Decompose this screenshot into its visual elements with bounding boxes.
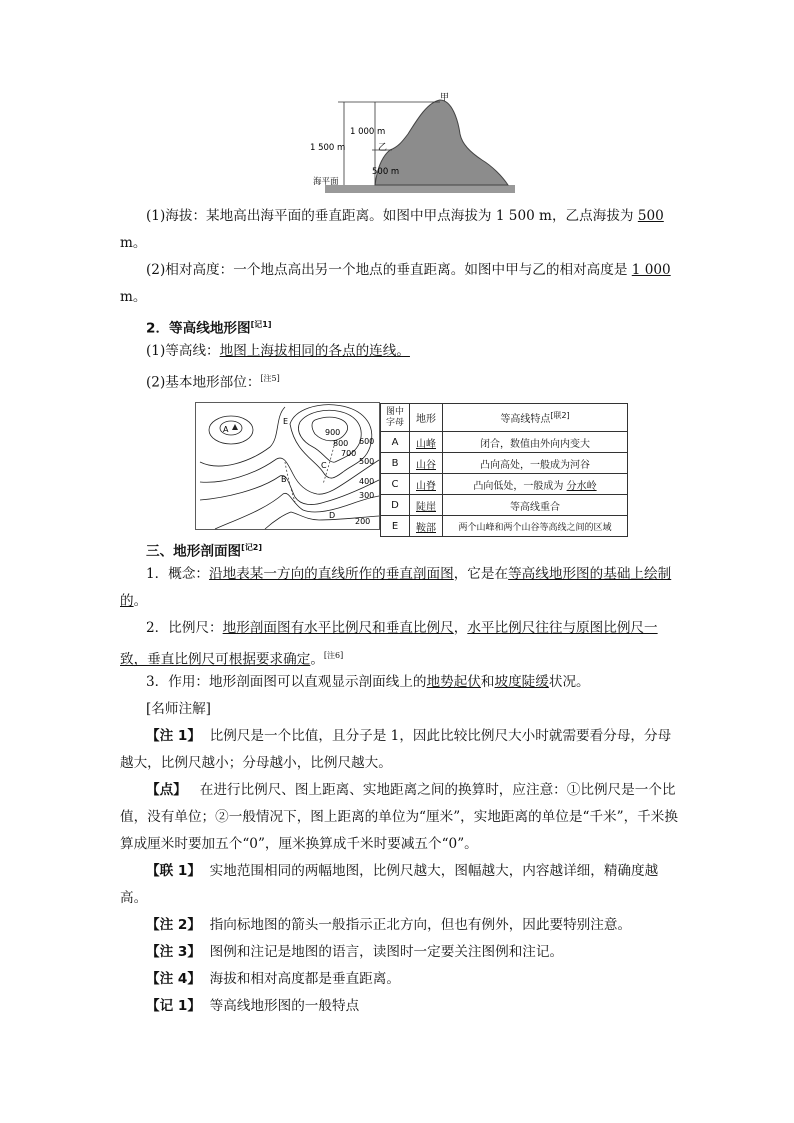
label-700: 700	[341, 449, 357, 458]
memo-1-label: 【记 1】	[146, 998, 201, 1014]
profile-concept	[120, 561, 680, 615]
profile-heading-tag: [记2]	[241, 543, 263, 552]
peak-triangle-icon	[232, 424, 238, 430]
header-feature	[443, 404, 628, 432]
note-3-label: 【注 3】	[146, 944, 201, 960]
label-E: E	[283, 417, 289, 426]
header-letter: 图中字母	[381, 404, 410, 432]
row-terrain: 山谷	[410, 453, 443, 474]
concept-label: 1．概念：	[146, 566, 210, 582]
row-terrain: 鞍部	[410, 516, 443, 537]
row-letter: B	[381, 453, 410, 474]
row-feature: 凸向高处，一般成为河谷	[443, 453, 628, 474]
note-1-text: 比例尺是一个比值，且分子是 1，因此比较比例尺大小时就需要看分母，分母越大，比例尺越小；分母越小，比例尺越大。	[120, 728, 672, 771]
note-point-text: 在进行比例尺、图上距离、实地距离之间的换算时，应注意：①比例尺是一个比值，没有单位；②一般情况下，图上距离的单位为“厘米”，实地距离的单位是“千米”，千米换算成厘米时要加五个“0”，厘米换算成千米时要减五个“0”。	[120, 782, 678, 852]
concept-text-a: 沿地表某一方向的直线所作的垂直剖面图	[209, 566, 454, 582]
terrain-table	[380, 403, 628, 537]
note-1	[120, 723, 680, 777]
note-4-label: 【注 4】	[146, 971, 201, 987]
function-answer-b: 坡度陡缓	[494, 674, 549, 690]
label-D: D	[329, 511, 336, 520]
label-B: B	[281, 475, 287, 484]
contour-definition	[120, 338, 680, 365]
table-row	[381, 495, 628, 516]
row-feature: 闭合，数值由外向内变大	[443, 432, 628, 453]
peak-label: 甲	[440, 93, 450, 103]
function-text-a: 地形剖面图可以直观显示剖面线上的	[209, 674, 427, 690]
peak-altitude-label: 1 500 m	[310, 143, 346, 153]
row-terrain: 山脊	[410, 474, 443, 495]
note-link-1	[120, 858, 680, 912]
profile-function	[120, 669, 680, 696]
row-letter: A	[381, 432, 410, 453]
label-A: A	[223, 425, 229, 434]
row-feature-text: 凸向低处，一般成为	[473, 480, 567, 492]
contour-heading-tag: [记1]	[250, 320, 272, 329]
terrain-parts-tag: [注5]	[260, 374, 280, 383]
function-text-b: 和	[480, 674, 495, 690]
point-altitude-label: 500 m	[372, 167, 400, 177]
row-feature: 两个山峰和两个山谷等高线之间的区域	[443, 516, 628, 537]
note-4	[120, 966, 680, 993]
function-answer-a: 地势起伏	[426, 674, 481, 690]
point-label: 乙	[378, 143, 388, 153]
note-1-label: 【注 1】	[146, 728, 201, 744]
notes-title: [名师注解]	[146, 701, 211, 717]
row-terrain: 陡崖	[410, 495, 443, 516]
function-text-end: 状况。	[548, 674, 590, 690]
concept-text-c: 等高线地形图的基础上绘制的	[120, 566, 672, 609]
scale-text-c: 水平比例尺往往与原图比例尺一致，垂直比例尺可根据要求确定	[120, 620, 658, 668]
label-400: 400	[359, 477, 375, 486]
profile-heading-text: 三、地形剖面图	[146, 543, 242, 560]
ground-bar	[325, 185, 515, 193]
row-feature	[443, 474, 628, 495]
altitude-answer: 500	[637, 208, 664, 224]
terrain-table-header	[381, 404, 628, 432]
contour-definition-text: 地图上海拔相同的各点的连线。	[219, 343, 410, 359]
table-row	[381, 474, 628, 495]
function-label: 3．作用：	[146, 674, 210, 690]
row-feature-answer: 分水岭	[566, 480, 597, 492]
label-200: 200	[355, 517, 371, 526]
relative-height-paragraph	[120, 257, 680, 311]
profile-scale	[120, 615, 680, 674]
note-3-text: 图例和注记是地图的语言，读图时一定要关注图例和注记。	[209, 944, 564, 960]
memo-1	[120, 993, 680, 1020]
terrain-parts-heading	[120, 365, 680, 397]
contour-heading-text: 2．等高线地形图	[146, 320, 251, 337]
label-300: 300	[359, 491, 375, 500]
label-600: 600	[359, 437, 375, 446]
memo-1-text: 等高线地形图的一般特点	[209, 998, 360, 1014]
scale-label: 2．比例尺：	[146, 620, 223, 636]
note-2-label: 【注 2】	[146, 917, 201, 933]
contour-definition-label: (1)等高线：	[146, 343, 220, 359]
header-terrain: 地形	[410, 404, 443, 432]
note-link-1-label: 【联 1】	[146, 863, 201, 879]
scale-text-b: ，	[453, 620, 468, 636]
relative-height-label: 1 000 m	[350, 127, 386, 137]
header-feature-tag: [联2]	[550, 411, 570, 420]
concept-text-end: 。	[133, 593, 148, 609]
note-link-1-text: 实地范围相同的两幅地图，比例尺越大，图幅越大，内容越详细，精确度越高。	[120, 863, 659, 906]
contour-peak-outer	[209, 416, 253, 444]
altitude-diagram	[310, 92, 520, 202]
table-row	[381, 432, 628, 453]
note-3	[120, 939, 680, 966]
sea-level-label: 海平面	[313, 177, 339, 187]
altitude-paragraph	[120, 203, 680, 257]
contour-map	[195, 402, 380, 530]
contour-line-600	[200, 407, 285, 466]
note-2-text: 指向标地图的箭头一般指示正北方向，但也有例外，因此要特别注意。	[209, 917, 632, 933]
header-feature-text: 等高线特点	[500, 414, 551, 425]
row-terrain: 山峰	[410, 432, 443, 453]
row-letter: D	[381, 495, 410, 516]
label-900: 900	[325, 428, 341, 437]
relative-height-text: (2)相对高度：一个地点高出另一个地点的垂直距离。如图中甲与乙的相对高度是	[146, 262, 632, 278]
relative-height-answer: 1 000	[631, 262, 671, 278]
scale-tag: [注6]	[323, 651, 344, 660]
table-row	[381, 453, 628, 474]
altitude-unit: m。	[120, 235, 147, 251]
label-500: 500	[359, 457, 375, 466]
altitude-text: (1)海拔：某地高出海平面的垂直距离。如图中甲点海拔为 1 500 m，乙点海拔为	[146, 208, 638, 224]
row-letter: E	[381, 516, 410, 537]
row-feature: 等高线重合	[443, 495, 628, 516]
note-point	[120, 777, 680, 858]
note-point-label: 【点】	[146, 782, 187, 798]
note-2	[120, 912, 680, 939]
relative-height-unit: m。	[120, 289, 147, 305]
contour-line-400	[200, 475, 379, 504]
label-800: 800	[333, 439, 349, 448]
scale-text-a: 地形剖面图有水平比例尺和垂直比例尺	[222, 620, 454, 636]
concept-text-b: ，它是在	[453, 566, 509, 582]
terrain-parts-text: (2)基本地形部位：	[146, 374, 261, 391]
row-letter: C	[381, 474, 410, 495]
scale-text-end: 。	[310, 651, 324, 668]
note-4-text: 海拔和相对高度都是垂直距离。	[209, 971, 400, 987]
label-C: C	[321, 461, 327, 470]
contour-line-500	[200, 458, 379, 494]
